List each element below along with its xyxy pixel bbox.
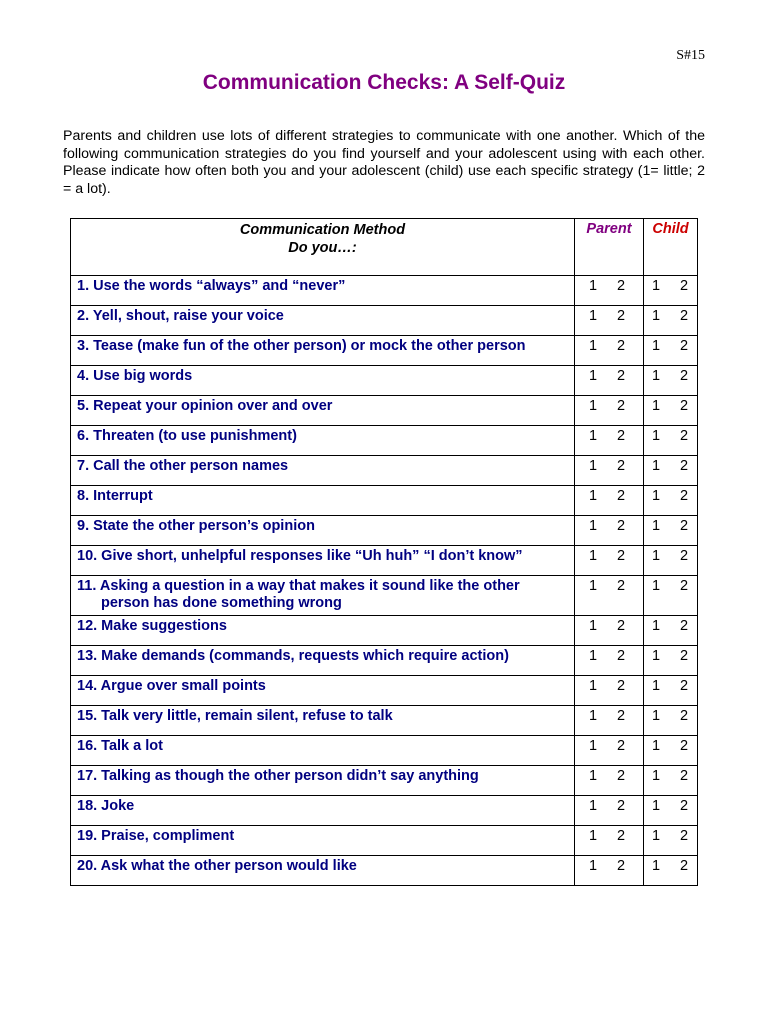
item-text: 8. Interrupt: [71, 486, 575, 516]
child-rating-1[interactable]: 1: [651, 308, 661, 324]
table-row: [71, 796, 698, 826]
parent-rating-1[interactable]: 1: [588, 548, 598, 564]
child-rating-1[interactable]: 1: [651, 548, 661, 564]
table-header-row: [71, 219, 698, 276]
child-rating-2[interactable]: 2: [679, 708, 689, 724]
child-rating-1[interactable]: 1: [651, 828, 661, 844]
parent-rating-2[interactable]: 2: [616, 678, 626, 694]
child-rating-2[interactable]: 2: [679, 368, 689, 384]
child-rating-2[interactable]: 2: [679, 338, 689, 354]
parent-rating-1[interactable]: 1: [588, 828, 598, 844]
child-rating-2[interactable]: 2: [679, 578, 689, 594]
parent-rating-2[interactable]: 2: [616, 618, 626, 634]
table-row: [71, 486, 698, 516]
parent-rating-1[interactable]: 1: [588, 278, 598, 294]
parent-rating-2[interactable]: 2: [616, 398, 626, 414]
parent-rating-2[interactable]: 2: [616, 518, 626, 534]
parent-rating-2[interactable]: 2: [616, 648, 626, 664]
table-row: [71, 616, 698, 646]
parent-rating-cell[interactable]: [575, 486, 644, 516]
parent-rating-1[interactable]: 1: [588, 338, 598, 354]
table-row: [71, 676, 698, 706]
child-rating-2[interactable]: 2: [679, 618, 689, 634]
child-rating-2[interactable]: 2: [679, 798, 689, 814]
child-rating-cell[interactable]: [644, 276, 698, 306]
child-rating-cell[interactable]: [644, 546, 698, 576]
table-row: [71, 426, 698, 456]
child-rating-2[interactable]: 2: [679, 398, 689, 414]
table-row: [71, 546, 698, 576]
parent-rating-2[interactable]: 2: [616, 308, 626, 324]
item-text: 7. Call the other person names: [71, 456, 575, 486]
parent-rating-1[interactable]: 1: [588, 458, 598, 474]
child-rating-2[interactable]: 2: [679, 678, 689, 694]
parent-rating-cell[interactable]: [575, 706, 644, 736]
child-rating-1[interactable]: 1: [651, 428, 661, 444]
child-rating-1[interactable]: 1: [651, 368, 661, 384]
parent-rating-cell[interactable]: [575, 766, 644, 796]
parent-rating-cell[interactable]: [575, 396, 644, 426]
child-rating-1[interactable]: 1: [651, 708, 661, 724]
table-row: [71, 736, 698, 766]
item-text-line2: person has done something wrong: [101, 595, 342, 611]
item-text: 3. Tease (make fun of the other person) or mock the other person: [71, 336, 575, 366]
child-rating-2[interactable]: 2: [679, 858, 689, 874]
parent-rating-cell[interactable]: [575, 546, 644, 576]
child-rating-1[interactable]: 1: [651, 458, 661, 474]
parent-rating-cell[interactable]: [575, 456, 644, 486]
parent-rating-cell[interactable]: [575, 276, 644, 306]
item-text: 1. Use the words “always” and “never”: [71, 276, 575, 306]
item-text: 6. Threaten (to use punishment): [71, 426, 575, 456]
child-rating-2[interactable]: 2: [679, 648, 689, 664]
parent-rating-cell[interactable]: [575, 856, 644, 886]
parent-rating-cell[interactable]: [575, 676, 644, 706]
parent-rating-2[interactable]: 2: [616, 338, 626, 354]
child-rating-cell[interactable]: [644, 676, 698, 706]
child-rating-cell[interactable]: [644, 616, 698, 646]
parent-rating-2[interactable]: 2: [616, 798, 626, 814]
parent-rating-1[interactable]: 1: [588, 798, 598, 814]
table-row: [71, 576, 698, 616]
child-rating-cell[interactable]: [644, 306, 698, 336]
parent-rating-cell[interactable]: [575, 366, 644, 396]
parent-rating-1[interactable]: 1: [588, 648, 598, 664]
parent-rating-2[interactable]: 2: [616, 708, 626, 724]
parent-rating-1[interactable]: 1: [588, 768, 598, 784]
child-rating-cell[interactable]: [644, 706, 698, 736]
child-rating-2[interactable]: 2: [679, 428, 689, 444]
parent-rating-1[interactable]: 1: [588, 738, 598, 754]
child-rating-1[interactable]: 1: [651, 398, 661, 414]
parent-rating-1[interactable]: 1: [588, 368, 598, 384]
table-row: [71, 646, 698, 676]
parent-rating-1[interactable]: 1: [588, 858, 598, 874]
child-rating-2[interactable]: 2: [679, 488, 689, 504]
item-text-line1: 11. Asking a question in a way that makes it sound like the other: [77, 578, 520, 594]
table-row: [71, 456, 698, 486]
child-rating-cell[interactable]: [644, 646, 698, 676]
item-text: 9. State the other person’s opinion: [71, 516, 575, 546]
quiz-table: [70, 218, 698, 886]
parent-rating-2[interactable]: 2: [616, 488, 626, 504]
parent-rating-1[interactable]: 1: [588, 308, 598, 324]
page-id: S#15: [676, 48, 705, 63]
child-rating-2[interactable]: 2: [679, 278, 689, 294]
parent-rating-cell[interactable]: [575, 646, 644, 676]
child-rating-1[interactable]: 1: [651, 678, 661, 694]
parent-rating-2[interactable]: 2: [616, 458, 626, 474]
child-rating-2[interactable]: 2: [679, 458, 689, 474]
item-text: 19. Praise, compliment: [71, 826, 575, 856]
child-rating-2[interactable]: 2: [679, 768, 689, 784]
item-text: 2. Yell, shout, raise your voice: [71, 306, 575, 336]
child-rating-1[interactable]: 1: [651, 488, 661, 504]
table-row: [71, 706, 698, 736]
child-rating-cell[interactable]: [644, 516, 698, 546]
table-row: [71, 336, 698, 366]
child-rating-1[interactable]: 1: [651, 518, 661, 534]
item-text: 17. Talking as though the other person didn’t say anything: [71, 766, 575, 796]
table-row: [71, 516, 698, 546]
header-parent: Parent: [575, 219, 644, 276]
parent-rating-1[interactable]: 1: [588, 518, 598, 534]
header-child: Child: [644, 219, 698, 276]
item-text: 20. Ask what the other person would like: [71, 856, 575, 886]
item-text: 16. Talk a lot: [71, 736, 575, 766]
child-rating-cell[interactable]: [644, 426, 698, 456]
child-rating-1[interactable]: 1: [651, 578, 661, 594]
parent-rating-1[interactable]: 1: [588, 708, 598, 724]
child-rating-2[interactable]: 2: [679, 518, 689, 534]
parent-rating-cell[interactable]: [575, 306, 644, 336]
header-method-line1: Communication Method: [239, 222, 406, 238]
table-row: [71, 396, 698, 426]
item-text: 13. Make demands (commands, requests which require action): [71, 646, 575, 676]
table-row: [71, 856, 698, 886]
item-text: 14. Argue over small points: [71, 676, 575, 706]
parent-rating-cell[interactable]: [575, 336, 644, 366]
child-rating-cell[interactable]: [644, 366, 698, 396]
parent-rating-cell[interactable]: [575, 826, 644, 856]
parent-rating-cell[interactable]: [575, 426, 644, 456]
child-rating-1[interactable]: 1: [651, 618, 661, 634]
child-rating-cell[interactable]: [644, 796, 698, 826]
item-text: 15. Talk very little, remain silent, refuse to talk: [71, 706, 575, 736]
child-rating-cell[interactable]: [644, 856, 698, 886]
child-rating-1[interactable]: 1: [651, 278, 661, 294]
parent-rating-cell[interactable]: [575, 736, 644, 766]
parent-rating-1[interactable]: 1: [588, 618, 598, 634]
child-rating-1[interactable]: 1: [651, 798, 661, 814]
child-rating-2[interactable]: 2: [679, 308, 689, 324]
parent-rating-2[interactable]: 2: [616, 278, 626, 294]
table-row: [71, 826, 698, 856]
child-rating-2[interactable]: 2: [679, 828, 689, 844]
child-rating-1[interactable]: 1: [651, 858, 661, 874]
child-rating-cell[interactable]: [644, 736, 698, 766]
table-row: [71, 766, 698, 796]
parent-rating-2[interactable]: 2: [616, 768, 626, 784]
header-method: [71, 219, 575, 276]
parent-rating-2[interactable]: 2: [616, 548, 626, 564]
item-text: 12. Make suggestions: [71, 616, 575, 646]
child-rating-2[interactable]: 2: [679, 548, 689, 564]
item-text: 10. Give short, unhelpful responses like “Uh huh” “I don’t know”: [71, 546, 575, 576]
child-rating-cell[interactable]: [644, 486, 698, 516]
page-title: Communication Checks: A Self-Quiz: [202, 71, 566, 94]
parent-rating-2[interactable]: 2: [616, 428, 626, 444]
child-rating-1[interactable]: 1: [651, 338, 661, 354]
child-rating-1[interactable]: 1: [651, 738, 661, 754]
table-row: [71, 366, 698, 396]
child-rating-1[interactable]: 1: [651, 648, 661, 664]
parent-rating-cell[interactable]: [575, 796, 644, 826]
item-text: 4. Use big words: [71, 366, 575, 396]
parent-rating-2[interactable]: 2: [616, 858, 626, 874]
parent-rating-2[interactable]: 2: [616, 738, 626, 754]
item-text: [71, 576, 575, 616]
intro-paragraph: Parents and children use lots of different strategies to communicate with one another. Which of the following communication strategies do you find yourself and your adolescent using with each other. Please indicate how often both you and your adolescent (child) use each specific strategy (1= little; 2 = a lot).: [63, 128, 705, 197]
child-rating-cell[interactable]: [644, 336, 698, 366]
parent-rating-cell[interactable]: [575, 576, 644, 616]
parent-rating-1[interactable]: 1: [588, 678, 598, 694]
parent-rating-1[interactable]: 1: [588, 428, 598, 444]
child-rating-cell[interactable]: [644, 766, 698, 796]
child-rating-2[interactable]: 2: [679, 738, 689, 754]
parent-rating-2[interactable]: 2: [616, 828, 626, 844]
item-text: 18. Joke: [71, 796, 575, 826]
parent-rating-1[interactable]: 1: [588, 578, 598, 594]
table-row: [71, 276, 698, 306]
parent-rating-2[interactable]: 2: [616, 578, 626, 594]
parent-rating-cell[interactable]: [575, 616, 644, 646]
parent-rating-1[interactable]: 1: [588, 488, 598, 504]
child-rating-cell[interactable]: [644, 456, 698, 486]
parent-rating-1[interactable]: 1: [588, 398, 598, 414]
parent-rating-2[interactable]: 2: [616, 368, 626, 384]
child-rating-cell[interactable]: [644, 396, 698, 426]
parent-rating-cell[interactable]: [575, 516, 644, 546]
table-row: [71, 306, 698, 336]
item-text: 5. Repeat your opinion over and over: [71, 396, 575, 426]
child-rating-1[interactable]: 1: [651, 768, 661, 784]
child-rating-cell[interactable]: [644, 576, 698, 616]
child-rating-cell[interactable]: [644, 826, 698, 856]
header-method-line2: Do you…:: [288, 240, 357, 256]
